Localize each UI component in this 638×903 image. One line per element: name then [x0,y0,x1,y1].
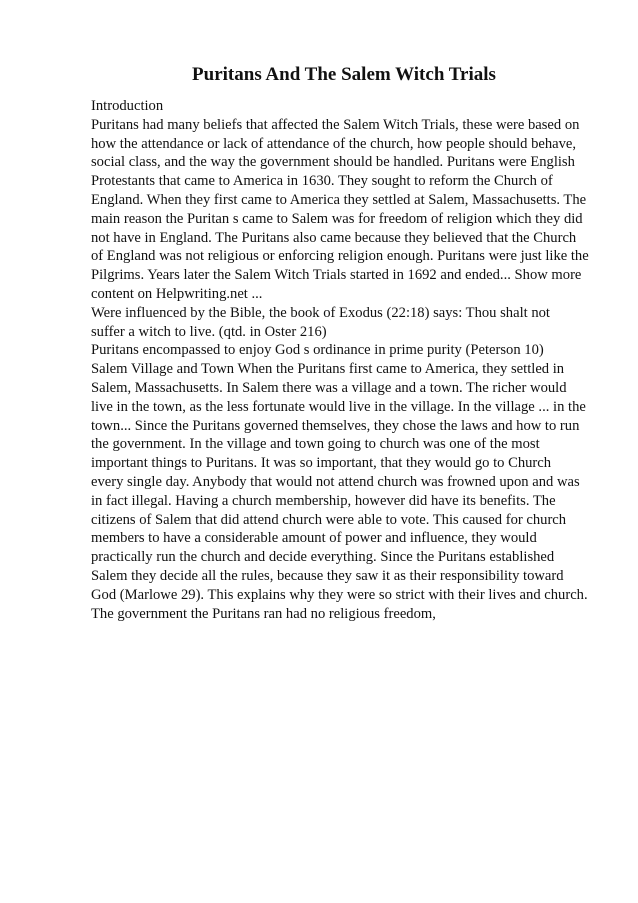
body-text-line: citizens of Salem that did attend church were able to vote. This caused for church [91,511,567,528]
body-text-line: Protestants that came to America in 1630. They sought to reform the Church of [91,173,553,190]
body-text-line: suffer a witch to live. (qtd. in Oster 216) [91,323,327,340]
body-text-line: every single day. Anybody that would not attend church was frowned upon and was [91,473,580,490]
body-text-line: Salem, Massachusetts. In Salem there was a village and a town. The richer would [91,379,567,396]
body-text-line: social class, and the way the government should be handled. Puritans were English [91,154,575,171]
body-text-line: Were influenced by the Bible, the book of Exodus (22:18) says: Thou shalt not [91,304,550,321]
body-text-line: Puritans encompassed to enjoy God s ordinance in prime purity (Peterson 10) [91,342,544,359]
document-body [91,97,591,623]
body-text-line: God (Marlowe 29). This explains why they were so strict with their lives and church. [91,586,588,603]
body-text-line: live in the town, as the less fortunate would live in the village. In the village ... in the [91,398,586,415]
body-text-line: Pilgrims. Years later the Salem Witch Trials started in 1692 and ended... Show more [91,267,582,284]
body-text-line: The government the Puritans ran had no religious freedom, [91,605,436,622]
body-text-line: town... Since the Puritans governed themselves, they chose the laws and how to run [91,417,580,434]
body-text-line: Salem Village and Town When the Puritans first came to America, they settled in [91,361,565,378]
body-text-line: how the attendance or lack of attendance of the church, how people should behave, [91,135,577,152]
body-text-line: Puritans had many beliefs that affected the Salem Witch Trials, these were based on [91,116,580,133]
body-text-line: the government. In the village and town going to church was one of the most [91,436,540,453]
body-text-line: content on Helpwriting.net ... [91,285,263,302]
body-text-line: not have in England. The Puritans also came because they believed that the Church [91,229,577,246]
document-title: Puritans And The Salem Witch Trials [192,64,496,85]
body-text-line: in fact illegal. Having a church membership, however did have its benefits. The [91,492,556,509]
body-text-line: of England was not religious or enforcing religion enough. Puritans were just like the [91,248,589,265]
body-text-line: England. When they first came to America they settled at Salem, Massachusetts. The [91,191,587,208]
body-text-line: important things to Puritans. It was so important, that they would go to Church [91,455,552,472]
body-text-line: Salem they decide all the rules, because they saw it as their responsibility toward [91,567,564,584]
body-text-line: Introduction [91,98,164,114]
body-text-line: practically run the church and decide everything. Since the Puritans established [91,549,555,566]
body-text-line: main reason the Puritan s came to Salem was for freedom of religion which they did [91,210,583,227]
body-text-line: members to have a considerable amount of power and influence, they would [91,530,537,547]
